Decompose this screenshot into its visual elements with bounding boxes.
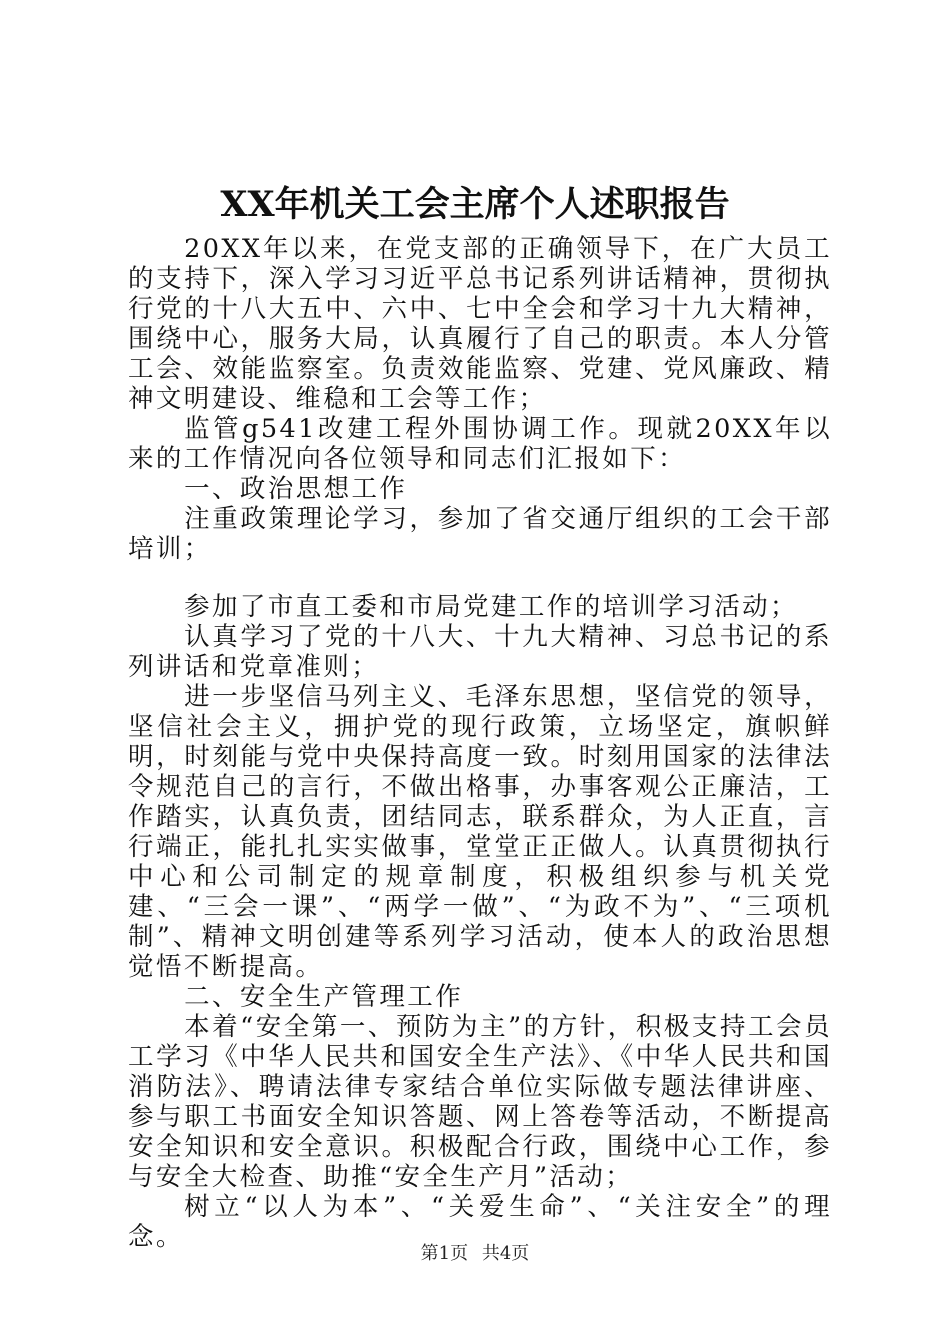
page-number: 第1页 xyxy=(420,1243,469,1264)
section-heading-safety: 二、安全生产管理工作 xyxy=(184,982,464,1012)
document-title: XX年机关工会主席个人述职报告 xyxy=(220,184,730,225)
paragraph-safety-concept: 树立“以人为本”、“关爱生命”、“关注安全”的理念。 xyxy=(128,1192,832,1252)
page-footer xyxy=(0,1242,950,1266)
paragraph-party-study: 认真学习了党的十八大、十九大精神、习总书记的系列讲话和党章准则； xyxy=(128,622,832,682)
document-body xyxy=(128,234,832,1252)
paragraph-supervision: 监管g541改建工程外围协调工作。现就20XX年以来的工作情况向各位领导和同志们汇报如下： xyxy=(128,414,832,474)
section-heading-political: 一、政治思想工作 xyxy=(184,474,408,504)
page-total: 共4页 xyxy=(481,1243,530,1264)
paragraph-policy-study: 注重政策理论学习，参加了省交通厅组织的工会干部培训； xyxy=(128,504,832,564)
paragraph-training: 参加了市直工委和市局党建工作的培训学习活动； xyxy=(184,592,798,622)
paragraph-safety-principle: 本着“安全第一、预防为主”的方针，积极支持工会员工学习《中华人民共和国安全生产法》、《中华人民共和国消防法》、聘请法律专家结合单位实际做专题法律讲座、参与职工书面安全知识答题、网上答卷等活动，不断提高安全知识和安全意识。积极配合行政，围绕中心工作，参与安全大检查、助推“安全生产月”活动； xyxy=(128,1012,832,1192)
paragraph-intro: 20XX年以来，在党支部的正确领导下，在广大员工的支持下，深入学习习近平总书记系列讲话精神，贯彻执行党的十八大五中、六中、七中全会和学习十九大精神，围绕中心，服务大局，认真履行了自己的职责。本人分管工会、效能监察室。负责效能监察、党建、党风廉政、精神文明建设、维稳和工会等工作； xyxy=(128,234,832,414)
paragraph-political-belief: 进一步坚信马列主义、毛泽东思想，坚信党的领导，坚信社会主义，拥护党的现行政策，立场坚定，旗帜鲜明，时刻能与党中央保持高度一致。时刻用国家的法律法令规范自己的言行，不做出格事，办事客观公正廉洁，工作踏实，认真负责，团结同志，联系群众，为人正直，言行端正，能扎扎实实做事，堂堂正正做人。认真贯彻执行中心和公司制定的规章制度，积极组织参与机关党建、“三会一课”、“两学一做”、“为政不为”、“三项机制”、精神文明创建等系列学习活动，使本人的政治思想觉悟不断提高。 xyxy=(128,682,832,982)
